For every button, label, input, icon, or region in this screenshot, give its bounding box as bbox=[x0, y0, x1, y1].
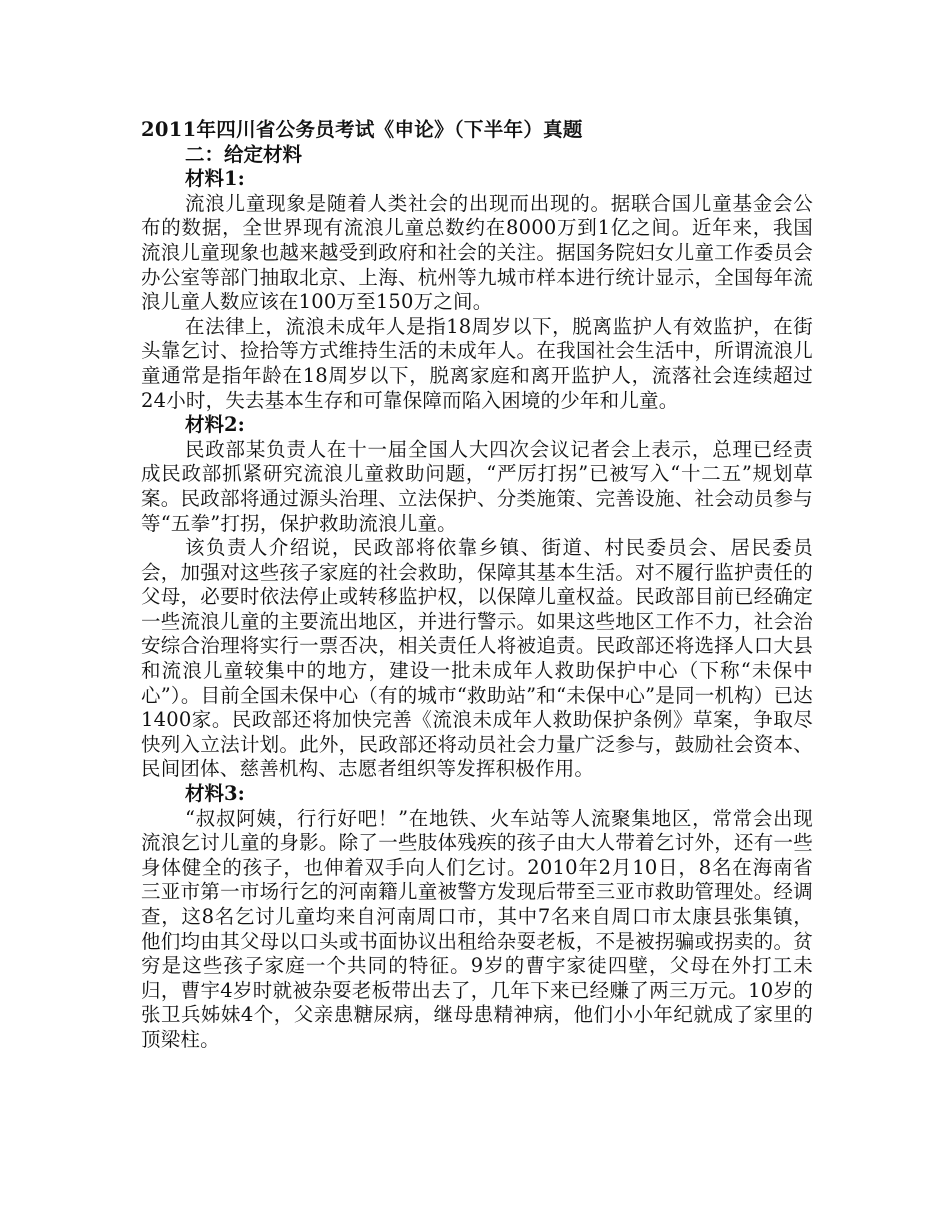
material-1-paragraph-2: 在法律上，流浪未成年人是指18周岁以下，脱离监护人有效监护，在街头靠乞讨、捡拾等方式维持生活的未成年人。在我国社会生活中，所谓流浪儿童通常是指年龄在18周岁以下，脱离家庭和离开监护人，流落社会连续超过24小时，失去基本生存和可靠保障而陷入困境的少年和儿童。 bbox=[141, 314, 813, 412]
material-1-label: 材料1: bbox=[185, 167, 245, 191]
material-2-paragraph-2: 该负责人介绍说，民政部将依靠乡镇、街道、村民委员会、居民委员会，加强对这些孩子家庭的社会救助，保障其基本生活。对不履行监护责任的父母，必要时依法停止或转移监护权，以保障儿童权益。民政部目前已经确定一些流浪儿童的主要流出地区，并进行警示。如果这些地区工作不力，社会治安综合治理将实行一票否决，相关责任人将被追责。民政部还将选择人口大县和流浪儿童较集中的地方，建设一批未成年人救助保护中心（下称“未保中心”）。目前全国未保中心（有的城市“救助站”和“未保中心”是同一机构）已达1400家。民政部还将加快完善《流浪未成年人救助保护条例》草案，争取尽快列入立法计划。此外，民政部还将动员社会力量广泛参与，鼓励社会资本、民间团体、慈善机构、志愿者组织等发挥积极作用。 bbox=[141, 536, 813, 781]
section-heading: 二：给定材料 bbox=[185, 142, 303, 166]
material-1-paragraph-1: 流浪儿童现象是随着人类社会的出现而出现的。据联合国儿童基金会公布的数据，全世界现有流浪儿童总数约在8000万到1亿之间。近年来，我国流浪儿童现象也越来越受到政府和社会的关注。据国务院妇女儿童工作委员会办公室等部门抽取北京、上海、杭州等九城市样本进行统计显示，全国每年流浪儿童人数应该在100万至150万之间。 bbox=[141, 191, 813, 314]
material-3-label: 材料3: bbox=[185, 782, 245, 806]
document-title: 2011年四川省公务员考试《申论》（下半年）真题 bbox=[141, 118, 583, 141]
material-3-paragraph-1: “叔叔阿姨，行行好吧！”在地铁、火车站等人流聚集地区，常常会出现流浪乞讨儿童的身影。除了一些肢体残疾的孩子由大人带着乞讨外，还有一些身体健全的孩子，也伸着双手向人们乞讨。2010年2月10日，8名在海南省三亚市第一市场行乞的河南籍儿童被警方发现后带至三亚市救助管理处。经调查，这8名乞讨儿童均来自河南周口市，其中7名来自周口市太康县张集镇，他们均由其父母以口头或书面协议出租给杂耍老板，不是被拐骗或拐卖的。贫穷是这些孩子家庭一个共同的特征。9岁的曹宇家徒四壁，父母在外打工未归，曹宇4岁时就被杂耍老板带出去了，几年下来已经赚了两三万元。10岁的张卫兵姊妹4个，父亲患糖尿病，继母患精神病，他们小小年纪就成了家里的顶梁柱。 bbox=[141, 806, 813, 1051]
material-2-paragraph-1: 民政部某负责人在十一届全国人大四次会议记者会上表示，总理已经责成民政部抓紧研究流浪儿童救助问题，“严厉打拐”已被写入“十二五”规划草案。民政部将通过源头治理、立法保护、分类施策、完善设施、社会动员参与等“五拳”打拐，保护救助流浪儿童。 bbox=[141, 437, 813, 535]
material-2-label: 材料2: bbox=[185, 413, 245, 437]
document-page bbox=[141, 118, 813, 1053]
